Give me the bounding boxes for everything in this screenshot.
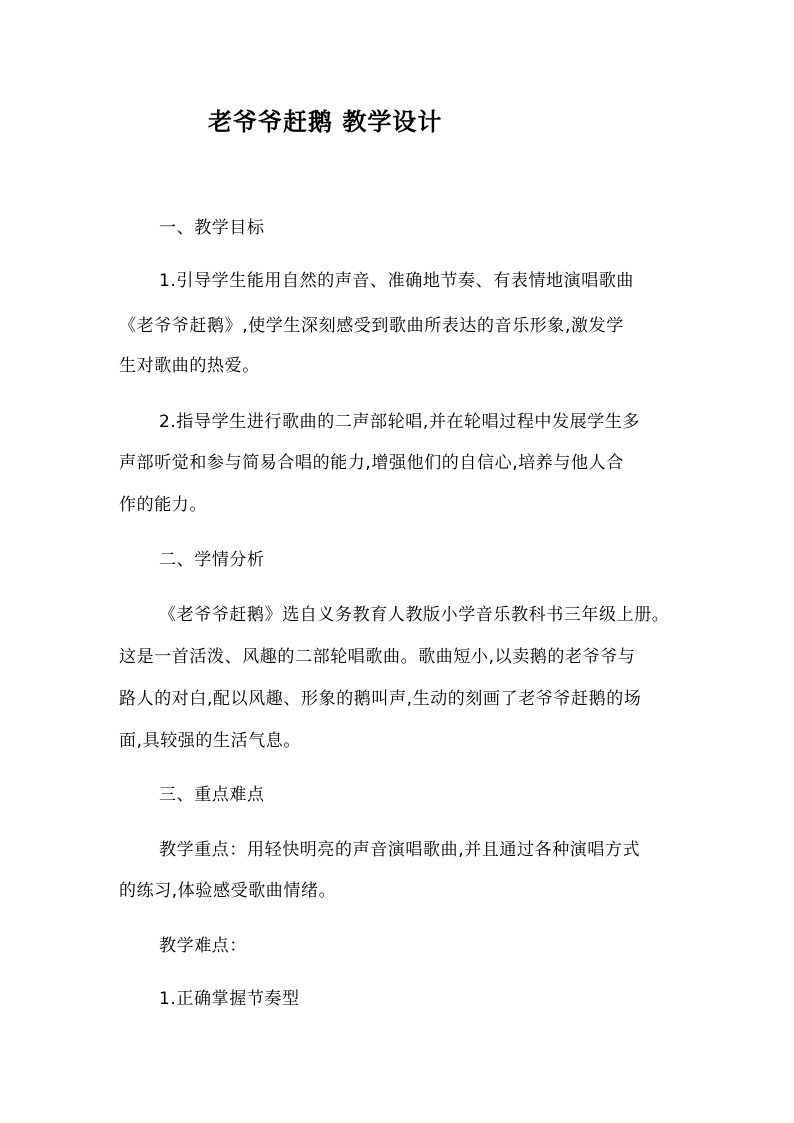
- heading-key-difficult-points: 三、重点难点: [159, 785, 265, 805]
- paragraph-line: 作的能力。: [119, 495, 207, 515]
- paragraph-line: 生对歌曲的热爱。: [119, 356, 260, 376]
- paragraph-line: 面,具较强的生活气息。: [119, 731, 302, 751]
- paragraph-line: 1.引导学生能用自然的声音、准确地节奏、有表情地演唱歌曲: [159, 271, 635, 291]
- paragraph-line: 教学重点：用轻快明亮的声音演唱歌曲,并且通过各种演唱方式: [159, 840, 641, 860]
- heading-teaching-goals: 一、教学目标: [159, 218, 265, 238]
- paragraph-line: 2.指导学生进行歌曲的二声部轮唱,并在轮唱过程中发展学生多: [159, 412, 641, 432]
- paragraph-line: 这是一首活泼、风趣的二部轮唱歌曲。歌曲短小,以卖鹅的老爷爷与: [119, 647, 636, 667]
- paragraph-line: 1.正确掌握节奏型: [159, 989, 300, 1009]
- paragraph-line: 声部听觉和参与简易合唱的能力,增强他们的自信心,培养与他人合: [119, 453, 624, 473]
- paragraph-line: 《老爷爷赶鹅》,使学生深刻感受到歌曲所表达的音乐形象,激发学: [119, 316, 624, 336]
- paragraph-line: 路人的对白,配以风趣、形象的鹅叫声,生动的刻画了老爷爷赶鹅的场: [119, 689, 642, 709]
- paragraph-line: 《老爷爷赶鹅》选自义务教育人教版小学音乐教科书三年级上册。: [159, 605, 670, 625]
- heading-learner-analysis: 二、学情分析: [159, 550, 265, 570]
- paragraph-line: 的练习,体验感受歌曲情绪。: [119, 881, 337, 901]
- paragraph-line: 教学难点：: [159, 936, 247, 956]
- document-title: 老爷爷赶鹅 教学设计: [208, 108, 443, 136]
